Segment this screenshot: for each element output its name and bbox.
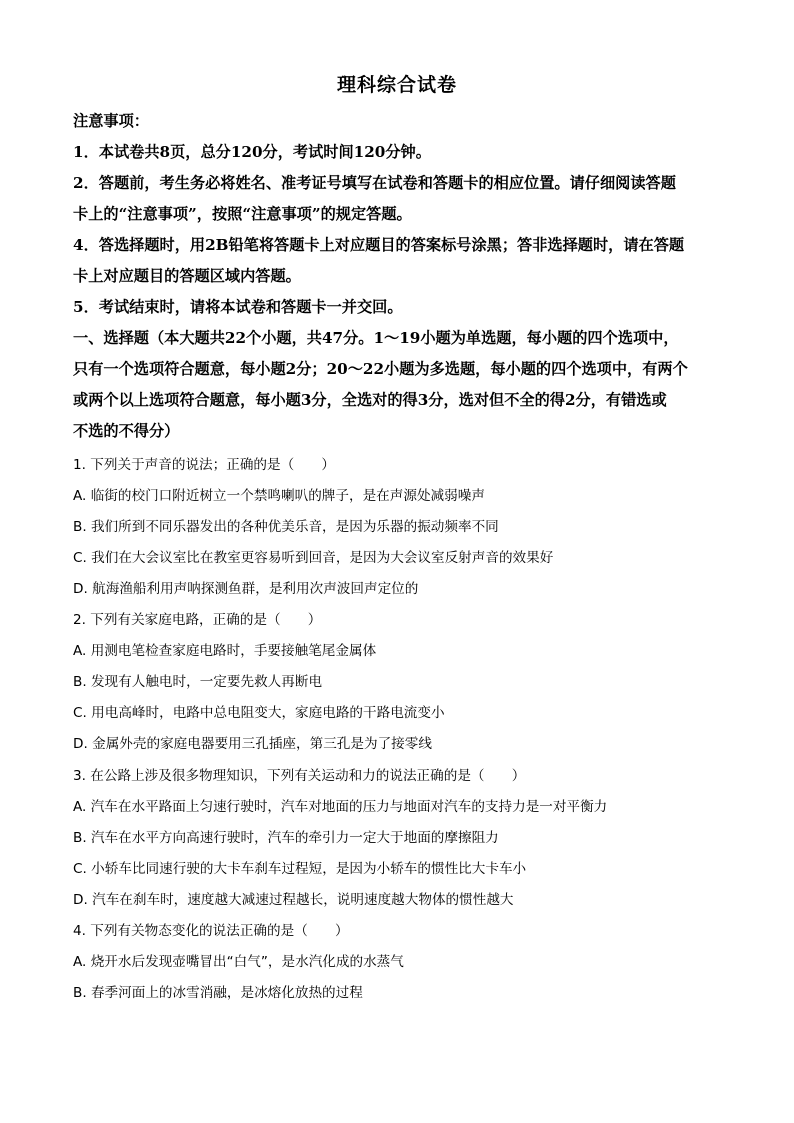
question-1-stem: 1. 下列关于声音的说法；正确的是（ ）: [73, 457, 335, 473]
notice-item-4-line-1: 4．答选择题时，用2B铅笔将答题卡上对应题目的答案标号涂黑；答非选择题时，请在答题: [73, 236, 685, 254]
question-4-stem: 4. 下列有关物态变化的说法正确的是（ ）: [73, 923, 349, 939]
question-2-option-c: C. 用电高峰时，电路中总电阻变大，家庭电路的干路电流变小: [73, 705, 445, 721]
question-2-option-b: B. 发现有人触电时，一定要先救人再断电: [73, 674, 323, 690]
notice-item-2-line-2: 卡上的“注意事项”，按照“注意事项”的规定答题。: [73, 205, 412, 223]
question-2-option-d: D. 金属外壳的家庭电器要用三孔插座，第三孔是为了接零线: [73, 736, 432, 752]
page-title: 理科综合试卷: [336, 74, 457, 96]
question-1-option-d: D. 航海渔船利用声呐探测鱼群，是利用次声波回声定位的: [73, 581, 419, 597]
question-4-option-b: B. 春季河面上的冰雪消融，是冰熔化放热的过程: [73, 985, 363, 1001]
notice-item-1: 1．本试卷共8页，总分120分，考试时间120分钟。: [73, 143, 431, 161]
question-3-option-b: B. 汽车在水平方向高速行驶时，汽车的牵引力一定大于地面的摩擦阻力: [73, 830, 499, 846]
question-1-option-a: A. 临街的校门口附近树立一个禁鸣喇叭的牌子，是在声源处减弱噪声: [73, 488, 485, 504]
section-1-line-3: 或两个以上选项符合题意，每小题3分，全选对的得3分，选对但不全的得2分，有错选或: [73, 391, 667, 409]
question-3-option-a: A. 汽车在水平路面上匀速行驶时，汽车对地面的压力与地面对汽车的支持力是一对平衡力: [73, 799, 608, 815]
notice-heading: 注意事项：: [73, 112, 149, 130]
notice-item-4-line-2: 卡上对应题目的答题区域内答题。: [73, 267, 301, 285]
section-1-line-4: 不选的不得分）: [73, 422, 180, 440]
question-4-option-a: A. 烧开水后发现壶嘴冒出“白气”，是水汽化成的水蒸气: [73, 954, 404, 970]
question-2-option-a: A. 用测电笔检查家庭电路时，手要接触笔尾金属体: [73, 643, 377, 659]
question-2-stem: 2. 下列有关家庭电路，正确的是（ ）: [73, 612, 322, 628]
section-1-line-2: 只有一个选项符合题意，每小题2分；20～22小题为多选题，每小题的四个选项中，有两个: [73, 360, 688, 378]
question-3-option-d: D. 汽车在刹车时，速度越大减速过程越长，说明速度越大物体的惯性越大: [73, 892, 514, 908]
question-1-option-c: C. 我们在大会议室比在教室更容易听到回音，是因为大会议室反射声音的效果好: [73, 550, 554, 566]
notice-item-5: 5．考试结束时，请将本试卷和答题卡一并交回。: [73, 298, 403, 316]
section-1-line-1: 一、选择题（本大题共22个小题，共47分。1～19小题为单选题，每小题的四个选项中，: [73, 329, 679, 347]
notice-item-2-line-1: 2．答题前，考生务必将姓名、准考证号填写在试卷和答题卡的相应位置。请仔细阅读答题: [73, 174, 676, 192]
question-3-option-c: C. 小轿车比同速行驶的大卡车刹车过程短，是因为小轿车的惯性比大卡车小: [73, 861, 527, 877]
question-1-option-b: B. 我们所到不同乐器发出的各种优美乐音，是因为乐器的振动频率不同: [73, 519, 499, 535]
question-3-stem: 3. 在公路上涉及很多物理知识，下列有关运动和力的说法正确的是（ ）: [73, 768, 526, 784]
